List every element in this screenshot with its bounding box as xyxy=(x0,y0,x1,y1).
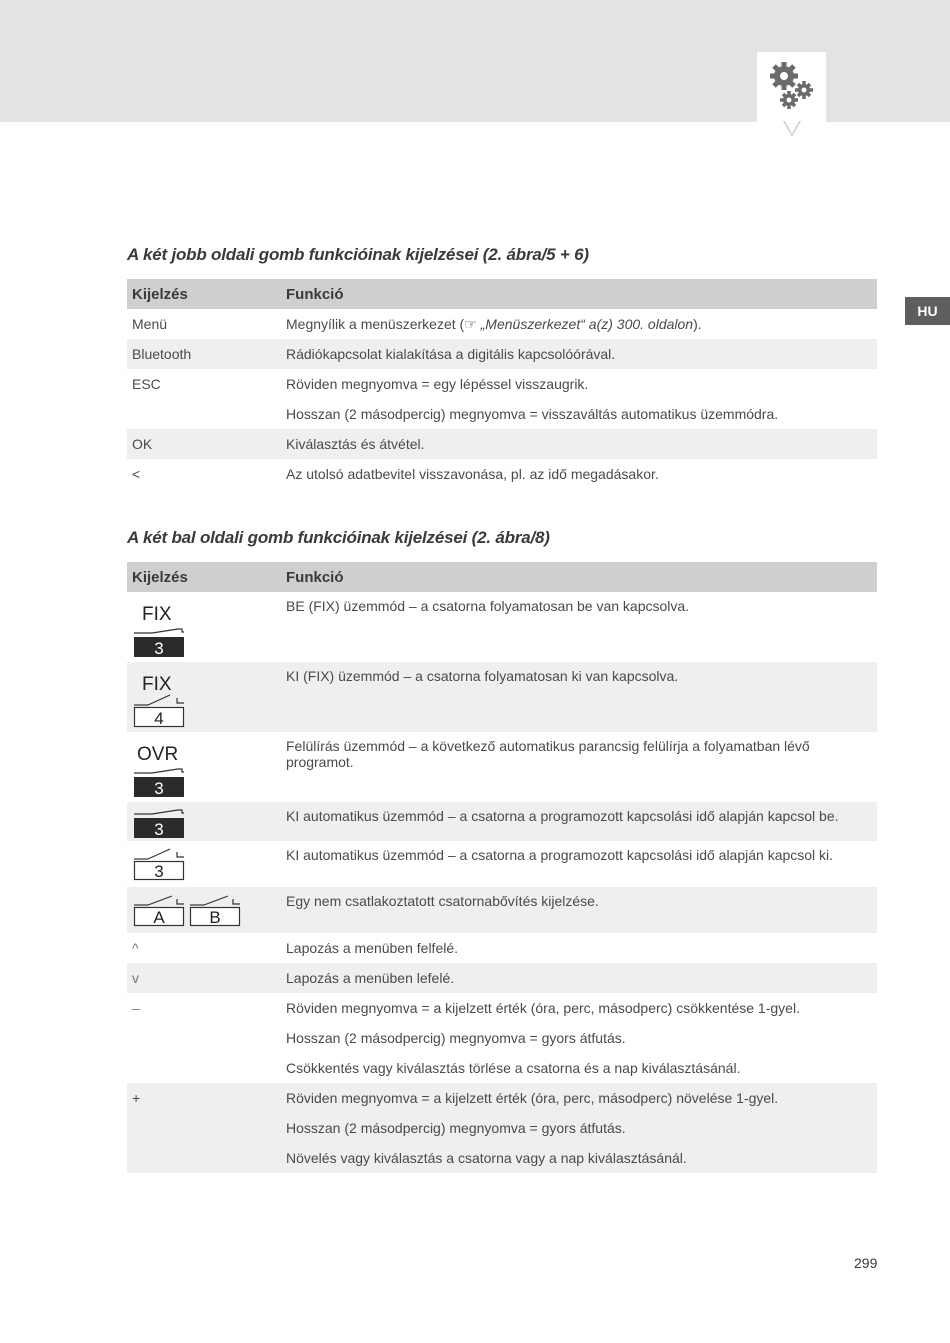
display-cell xyxy=(127,841,281,887)
function-cell: Röviden megnyomva = egy lépéssel visszaugrik. xyxy=(286,376,589,392)
table-row xyxy=(127,1023,877,1053)
column-header-function: Funkció xyxy=(281,279,877,309)
function-cell: BE (FIX) üzemmód – a csatorna folyamatosan be van kapcsolva. xyxy=(286,598,690,614)
section1-title: A két jobb oldali gomb funkcióinak kijelzései (2. ábra/5 + 6) xyxy=(127,245,589,264)
function-cell: Egy nem csatlakoztatott csatornabővítés kijelzése. xyxy=(281,887,877,933)
right-buttons-table xyxy=(127,279,877,489)
display-cell xyxy=(127,1143,281,1173)
plus-icon: + xyxy=(132,1090,141,1106)
display-cell xyxy=(127,732,281,802)
table-row xyxy=(127,339,877,369)
function-text: Megnyílik a menüszerkezet ( xyxy=(286,315,465,332)
channel-number: 3 xyxy=(154,779,164,798)
function-cell: Lapozás a menüben lefelé. xyxy=(281,963,877,993)
display-cell: OK xyxy=(127,429,281,459)
auto-off-channel-symbol xyxy=(132,847,192,881)
display-cell: Menü xyxy=(132,316,168,332)
display-cell xyxy=(127,802,281,841)
channel-a-label: A xyxy=(153,908,165,927)
table-row xyxy=(127,369,877,399)
display-cell xyxy=(127,1083,281,1113)
column-header-function: Funkció xyxy=(281,562,877,592)
table-row xyxy=(127,841,877,887)
reference-icon: ☞ xyxy=(464,315,481,332)
left-buttons-table xyxy=(127,562,877,1173)
display-cell xyxy=(127,399,281,429)
channel-number: 3 xyxy=(154,639,164,658)
function-cell: Röviden megnyomva = a kijelzett érték (óra, perc, másodperc) csökkentése 1-gyel. xyxy=(286,1000,800,1016)
display-cell xyxy=(127,963,281,993)
function-cell: Az utolsó adatbevitel visszavonása, pl. az idő megadásakor. xyxy=(286,466,659,482)
function-cell: Felülírás üzemmód – a következő automatikus parancsig felülírja a folyamatban lévő programot. xyxy=(286,738,810,770)
chapter-tab-pointer-fill xyxy=(785,121,799,134)
table-row xyxy=(127,309,877,339)
channel-number: 3 xyxy=(154,820,164,839)
function-cell: Hosszan (2 másodpercig) megnyomva = visszaváltás automatikus üzemmódra. xyxy=(286,406,779,422)
function-cell: KI automatikus üzemmód – a csatorna a programozott kapcsolási idő alapján kapcsol ki. xyxy=(286,847,834,863)
table-row xyxy=(127,963,877,993)
display-cell xyxy=(127,1113,281,1143)
minus-icon: – xyxy=(132,1000,140,1016)
function-cell: Kiválasztás és átvétel. xyxy=(281,429,877,459)
table-row xyxy=(127,993,877,1023)
display-cell xyxy=(127,662,281,732)
channel-number: 4 xyxy=(154,709,164,728)
function-cell: Hosszan (2 másodpercig) megnyomva = gyors átfutás. xyxy=(281,1113,877,1143)
table-header xyxy=(127,279,877,309)
auto-on-channel-symbol xyxy=(132,808,192,840)
language-tab: HU xyxy=(905,297,950,325)
display-cell xyxy=(127,1023,281,1053)
table-row xyxy=(127,887,877,933)
table-row xyxy=(127,933,877,963)
chevron-up-icon: ^ xyxy=(132,940,139,956)
channel-b-label: B xyxy=(209,908,221,927)
table-row xyxy=(127,1053,877,1083)
table-row xyxy=(127,802,877,841)
table-row xyxy=(127,662,877,732)
display-cell: < xyxy=(132,466,141,482)
override-channel-symbol xyxy=(132,742,192,802)
table-row xyxy=(127,1083,877,1113)
display-cell xyxy=(127,933,281,963)
function-cell: Rádiókapcsolat kialakítása a digitális kapcsolóórával. xyxy=(281,339,877,369)
gears-icon xyxy=(766,58,818,114)
column-header-display: Kijelzés xyxy=(127,562,281,592)
function-cell: Hosszan (2 másodpercig) megnyomva = gyors átfutás. xyxy=(286,1030,626,1046)
table-row xyxy=(127,1143,877,1173)
function-cell xyxy=(281,309,877,339)
mode-label: FIX xyxy=(142,604,172,625)
channel-number: 3 xyxy=(154,862,164,881)
display-cell xyxy=(127,592,281,662)
function-cell: Röviden megnyomva = a kijelzett érték (óra, perc, másodperc) növelése 1-gyel. xyxy=(281,1083,877,1113)
mode-label: FIX xyxy=(142,674,172,695)
function-cell: Csökkentés vagy kiválasztás törlése a csatorna és a nap kiválasztásánál. xyxy=(286,1060,741,1076)
display-cell: ESC xyxy=(132,376,161,392)
column-header-display: Kijelzés xyxy=(127,279,281,309)
function-text-suffix: ). xyxy=(693,315,702,332)
table-row xyxy=(127,399,877,429)
table-row xyxy=(127,732,877,802)
function-cell: Növelés vagy kiválasztás a csatorna vagy a nap kiválasztásánál. xyxy=(281,1143,877,1173)
page-reference-link[interactable]: „Menüszerkezet“ a(z) 300. oldalon xyxy=(480,315,694,332)
display-cell xyxy=(127,993,281,1023)
section2-title: A két bal oldali gomb funkcióinak kijelzései (2. ábra/8) xyxy=(127,528,550,547)
table-row xyxy=(127,1113,877,1143)
table-row xyxy=(127,459,877,489)
function-cell: KI automatikus üzemmód – a csatorna a programozott kapcsolási idő alapján kapcsol be. xyxy=(281,802,877,841)
fix-off-channel-symbol xyxy=(132,672,192,732)
mode-label: OVR xyxy=(137,744,179,765)
chevron-down-icon: v xyxy=(132,970,139,986)
function-cell: Lapozás a menüben felfelé. xyxy=(286,940,459,956)
channel-extension-symbol xyxy=(132,893,247,927)
display-cell: Bluetooth xyxy=(127,339,281,369)
display-cell xyxy=(127,1053,281,1083)
table-row xyxy=(127,592,877,662)
table-row xyxy=(127,429,877,459)
table-header xyxy=(127,562,877,592)
page-number: 299 xyxy=(854,1255,878,1271)
display-cell xyxy=(127,887,281,933)
fix-on-channel-symbol xyxy=(132,602,192,662)
function-cell: KI (FIX) üzemmód – a csatorna folyamatosan ki van kapcsolva. xyxy=(281,662,877,732)
